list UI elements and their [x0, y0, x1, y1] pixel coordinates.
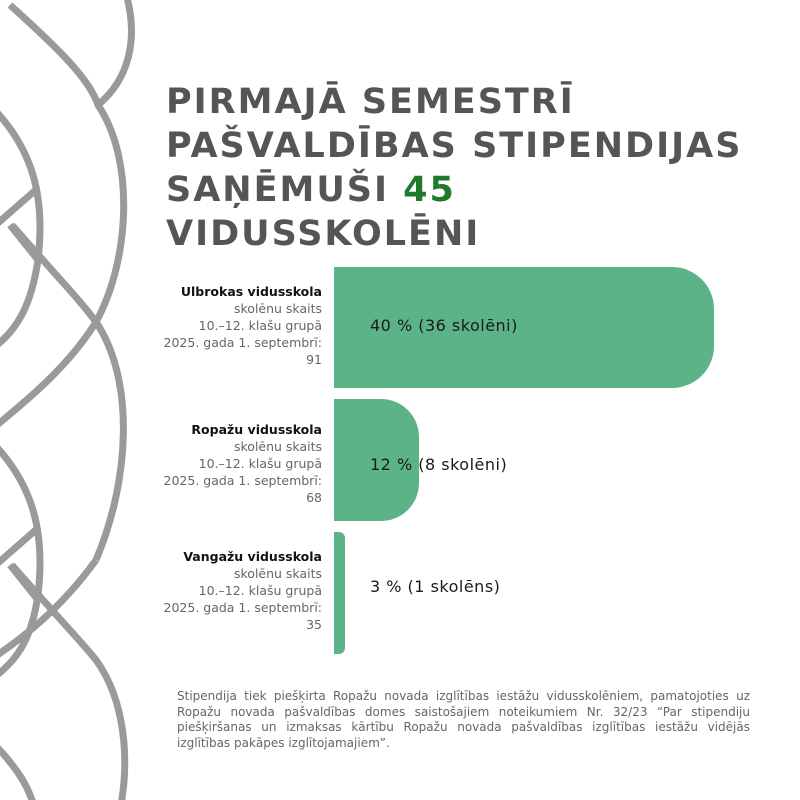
decorative-braid-pattern: [0, 0, 170, 800]
label-line-2: 10.–12. klašu grupā: [198, 456, 322, 471]
student-count: 68: [306, 490, 322, 505]
label-line-2: 10.–12. klašu grupā: [198, 318, 322, 333]
bar-value-label: 12 % (8 skolēni): [370, 455, 508, 474]
label-line-3: 2025. gada 1. septembrī:: [163, 335, 322, 350]
label-line-3: 2025. gada 1. septembrī:: [163, 473, 322, 488]
label-line-1: skolēnu skaits: [233, 566, 322, 581]
school-name: Ulbrokas vidusskola: [180, 284, 322, 299]
bar-vangazu: [334, 532, 345, 654]
label-line-3: 2025. gada 1. septembrī:: [163, 600, 322, 615]
school-name: Vangažu vidusskola: [183, 549, 322, 564]
row-label: [142, 548, 322, 633]
title-line-3-suffix: VIDUSSKOLĒNI: [166, 214, 481, 254]
label-line-1: skolēnu skaits: [233, 439, 322, 454]
title-line-3-prefix: SAŅĒMUŠI: [166, 170, 404, 210]
bar-value-label: 3 % (1 skolēns): [370, 577, 501, 596]
title-line-2: PAŠVALDĪBAS STIPENDIJAS: [166, 126, 743, 166]
row-label: [142, 421, 322, 506]
label-line-1: skolēnu skaits: [233, 301, 322, 316]
label-line-2: 10.–12. klašu grupā: [198, 583, 322, 598]
title-line-1: PIRMAJĀ SEMESTRĪ: [166, 82, 575, 122]
footnote: Stipendija tiek piešķirta Ropažu novada izglītības iestāžu vidusskolēniem, pamatojoties uz Ropažu novada pašvaldības domes saistošajiem noteikumiem Nr. 32/23 “Par stipendiju piešķiršanas un izmaksas kārtību Ropažu novada pašvaldības izglītības iestāžu vidējās izglītības pakāpes izglītojamajiem”.: [177, 689, 750, 750]
student-count: 35: [306, 617, 322, 632]
bar-value-label: 40 % (36 skolēni): [370, 316, 518, 335]
school-name: Ropažu vidusskola: [191, 422, 322, 437]
row-label: [142, 283, 322, 368]
page-title: [166, 80, 766, 256]
student-count: 91: [306, 352, 322, 367]
title-highlight-count: 45: [403, 170, 456, 210]
